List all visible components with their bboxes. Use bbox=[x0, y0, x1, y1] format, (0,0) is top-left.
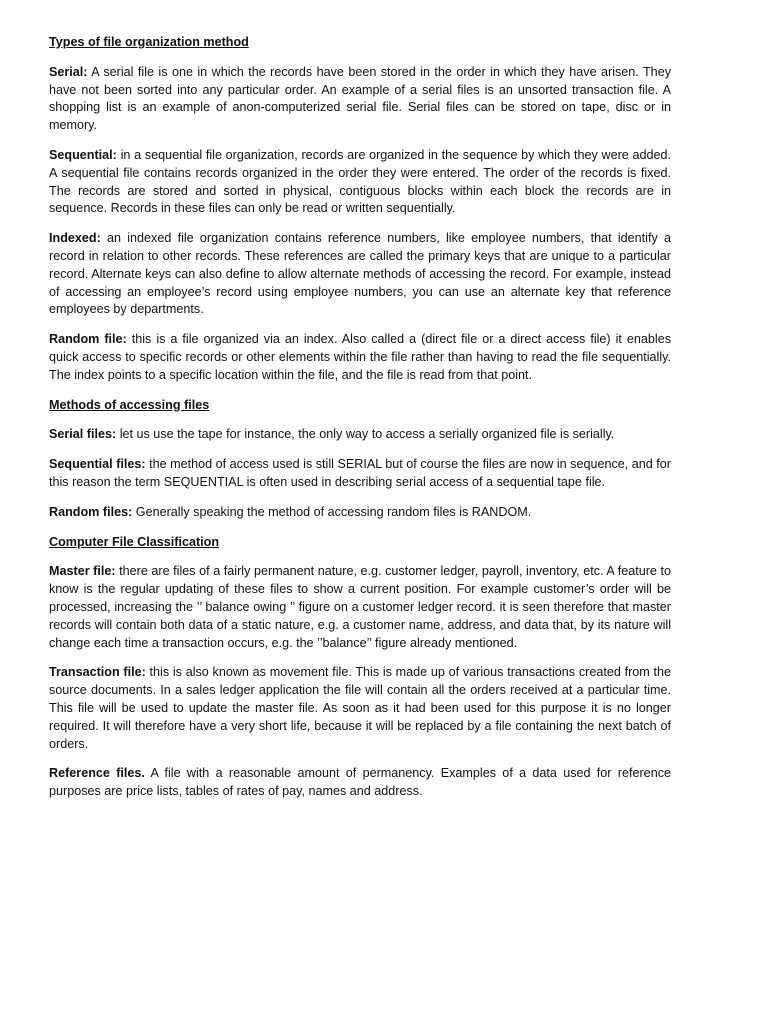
term-reference-files: Reference files. bbox=[49, 766, 145, 781]
paragraph-sequential-files bbox=[49, 456, 671, 492]
term-serial: Serial: bbox=[49, 64, 88, 79]
term-sequential-files: Sequential files: bbox=[49, 457, 146, 472]
document-body bbox=[49, 34, 671, 813]
term-random-files: Random files: bbox=[49, 504, 133, 519]
paragraph-serial bbox=[49, 64, 671, 135]
definition-random-file: this is a file organized via an index. Also called a (direct file or a direct access file) it enables quick access to specific records or other elements within the file rather than having to read the file sequentially. The index points to a specific location within the file, and the file is read from that point. bbox=[49, 332, 672, 382]
term-random-file: Random file: bbox=[49, 332, 127, 347]
paragraph-transaction-file bbox=[49, 664, 671, 753]
term-serial-files: Serial files: bbox=[49, 427, 117, 442]
paragraph-sequential bbox=[49, 147, 671, 218]
section-heading-types-of-file-organization: Types of file organization method bbox=[49, 35, 249, 49]
definition-random-files: Generally speaking the method of accessing random files is RANDOM. bbox=[132, 504, 532, 519]
definition-reference-files: A file with a reasonable amount of permanency. Examples of a data used for reference purposes are price lists, tables of rates of pay, names and address. bbox=[49, 766, 671, 799]
paragraph-reference-files bbox=[49, 765, 671, 801]
definition-indexed: an indexed file organization contains reference numbers, like employee numbers, that identify a record in relation to other records. These references are called the primary keys that are unique to a particular record. Alternate keys can also define to allow alternate methods of accessing the record. For example, instead of accessing an employee’s record using employee numbers, you can use an alternate key that reference employees by departments. bbox=[49, 231, 671, 317]
term-sequential: Sequential: bbox=[49, 147, 117, 162]
paragraph-random-file bbox=[49, 331, 671, 384]
paragraph-serial-files bbox=[49, 426, 671, 444]
term-master-file: Master file: bbox=[49, 564, 116, 579]
definition-transaction-file: this is also known as movement file. This is made up of various transactions created from the source documents. In a sales ledger application the file will contain all the orders received at a particular time. This file will be used to update the master file. As soon as it had been used for this purpose it is no longer required. It will therefore have a very short life, because it will be replaced by a file containing the next batch of orders. bbox=[49, 665, 671, 751]
section-heading-methods-of-accessing-files: Methods of accessing files bbox=[49, 397, 210, 412]
definition-sequential-files: the method of access used is still SERIAL but of course the files are now in sequence, and for this reason the term SEQUENTIAL is often used in describing serial access of a sequential tape file. bbox=[49, 457, 672, 489]
paragraph-master-file bbox=[49, 563, 671, 652]
section-heading-computer-file-classification: Computer File Classification bbox=[49, 534, 220, 549]
term-transaction-file: Transaction file: bbox=[49, 665, 146, 680]
paragraph-indexed bbox=[49, 230, 671, 319]
definition-master-file: there are files of a fairly permanent nature, e.g. customer ledger, payroll, inventory, etc. A feature to know is the regular updating of these files to show a current position. For example customer’s order will be processed, increasing the ’’ balance owing ’’ figure on a customer ledger record. it is seen therefore that master records will contain both data of a static nature, e.g. a customer name, address, and data that, by its nature will change each time a transaction occurs, e.g. the ’’balance’’ figure already mentioned. bbox=[49, 564, 671, 650]
term-indexed: Indexed: bbox=[49, 231, 101, 246]
definition-serial-files: let us use the tape for instance, the only way to access a serially organized file is serially. bbox=[116, 427, 615, 442]
paragraph-random-files bbox=[49, 504, 671, 522]
definition-serial: A serial file is one in which the records have been stored in the order in which they have arisen. They have not been sorted into any particular order. An example of a serial files is an unsorted transaction file. A shopping list is an example of anon-computerized serial file. Serial files can be stored on tape, disc or in memory. bbox=[49, 64, 671, 133]
definition-sequential: in a sequential file organization, records are organized in the sequence by which they were added. A sequential file contains records organized in the order they were entered. The order of the records is fixed. The records are stored and sorted in physical, contiguous blocks within each block the records are in sequence. Records in these files can only be read or written sequentially. bbox=[49, 147, 671, 216]
